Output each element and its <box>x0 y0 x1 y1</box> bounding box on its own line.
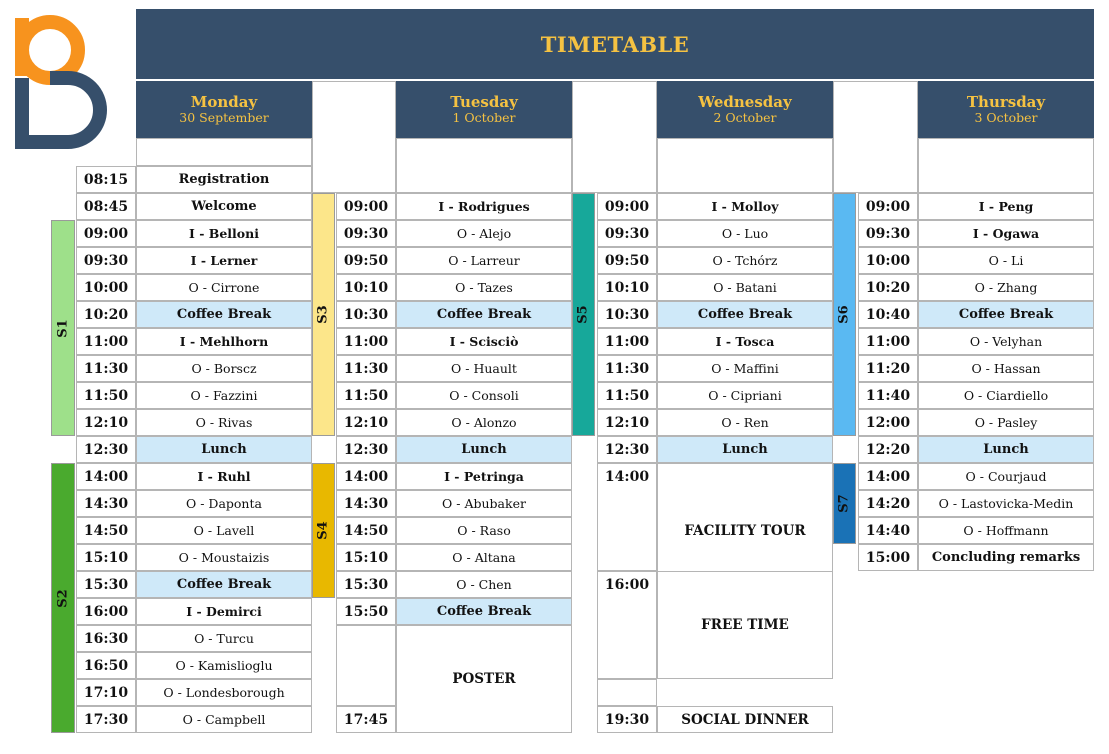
time-slot: 09:50 <box>336 247 396 274</box>
time-slot: 16:30 <box>76 625 136 652</box>
session-marker-s7 <box>833 463 856 544</box>
invited-talk-slot: I - Peng <box>918 193 1094 220</box>
invited-talk-slot: I - Demirci <box>136 598 312 625</box>
coffee-break-slot: Coffee Break <box>657 301 833 328</box>
time-slot: 11:00 <box>858 328 918 355</box>
invited-talk-slot: I - Belloni <box>136 220 312 247</box>
day-date: 30 September <box>179 109 269 125</box>
time-slot: 10:10 <box>336 274 396 301</box>
time-slot: 14:30 <box>76 490 136 517</box>
talk-slot: O - Hassan <box>918 355 1094 382</box>
invited-talk-slot: I - Lerner <box>136 247 312 274</box>
time-slot: 12:10 <box>597 409 657 436</box>
invited-talk-slot: I - Scisciò <box>396 328 572 355</box>
time-slot: 10:20 <box>858 274 918 301</box>
talk-slot: O - Borscz <box>136 355 312 382</box>
time-slot: 14:30 <box>336 490 396 517</box>
talk-slot: O - Rivas <box>136 409 312 436</box>
header-spacer <box>833 81 918 193</box>
time-slot: 10:20 <box>76 301 136 328</box>
day-date: 1 October <box>452 109 516 125</box>
session-marker-s4 <box>312 463 335 598</box>
lunch-slot: Lunch <box>136 436 312 463</box>
time-slot: 11:50 <box>597 382 657 409</box>
day-header-monday <box>136 81 312 138</box>
time-slot: 09:00 <box>858 193 918 220</box>
talk-slot: O - Lastovicka-Medin <box>918 490 1094 517</box>
invited-talk-slot: I - Ogawa <box>918 220 1094 247</box>
talk-slot: O - Maffini <box>657 355 833 382</box>
time-slot: 14:00 <box>597 463 657 571</box>
time-slot: 12:20 <box>858 436 918 463</box>
talk-slot: O - Larreur <box>396 247 572 274</box>
day-name: Wednesday <box>698 92 792 111</box>
coffee-break-slot: Coffee Break <box>396 598 572 625</box>
talk-slot: O - Kamislioglu <box>136 652 312 679</box>
talk-slot: O - Altana <box>396 544 572 571</box>
time-slot: 09:00 <box>336 193 396 220</box>
program-item: Registration <box>136 166 312 193</box>
time-slot: 14:00 <box>858 463 918 490</box>
talk-slot: O - Abubaker <box>396 490 572 517</box>
time-slot: 09:50 <box>597 247 657 274</box>
talk-slot: O - Batani <box>657 274 833 301</box>
invited-talk-slot: I - Petringa <box>396 463 572 490</box>
event-slot: POSTER <box>396 625 572 733</box>
coffee-break-slot: Coffee Break <box>396 301 572 328</box>
time-slot: 15:30 <box>76 571 136 598</box>
time-slot: 11:00 <box>597 328 657 355</box>
talk-slot: O - Cirrone <box>136 274 312 301</box>
time-slot: 14:20 <box>858 490 918 517</box>
talk-slot: O - Luo <box>657 220 833 247</box>
talk-slot: O - Ren <box>657 409 833 436</box>
session-label: S1 <box>55 318 71 338</box>
time-slot: 10:00 <box>76 274 136 301</box>
header-spacer <box>657 138 833 193</box>
day-header-thursday <box>918 81 1094 138</box>
event-slot: SOCIAL DINNER <box>657 706 833 733</box>
talk-slot: O - Ciardiello <box>918 382 1094 409</box>
time-slot: 15:10 <box>336 544 396 571</box>
header-spacer <box>312 81 396 193</box>
time-slot: 16:00 <box>597 571 657 679</box>
lunch-slot: Lunch <box>396 436 572 463</box>
invited-talk-slot: I - Molloy <box>657 193 833 220</box>
time-slot: 10:10 <box>597 274 657 301</box>
time-slot: 16:50 <box>76 652 136 679</box>
talk-slot: O - Zhang <box>918 274 1094 301</box>
day-header-wednesday <box>657 81 833 138</box>
time-slot: 15:50 <box>336 598 396 625</box>
talk-slot: O - Pasley <box>918 409 1094 436</box>
event-slot: FREE TIME <box>657 571 833 679</box>
time-slot: 17:30 <box>76 706 136 733</box>
time-slot: 11:40 <box>858 382 918 409</box>
time-slot: 12:30 <box>76 436 136 463</box>
time-slot: 11:50 <box>336 382 396 409</box>
talk-slot: O - Hoffmann <box>918 517 1094 544</box>
time-slot: 15:00 <box>858 544 918 571</box>
talk-slot: O - Daponta <box>136 490 312 517</box>
time-slot: 09:00 <box>76 220 136 247</box>
day-header-tuesday <box>396 81 572 138</box>
lunch-slot: Lunch <box>918 436 1094 463</box>
invited-talk-slot: I - Tosca <box>657 328 833 355</box>
talk-slot: O - Fazzini <box>136 382 312 409</box>
time-spacer <box>336 625 396 706</box>
coffee-break-slot: Coffee Break <box>136 301 312 328</box>
session-marker-s3 <box>312 193 335 436</box>
session-label: S7 <box>837 494 852 513</box>
talk-slot: O - Velyhan <box>918 328 1094 355</box>
time-slot: 10:00 <box>858 247 918 274</box>
time-slot: 08:45 <box>76 193 136 220</box>
time-slot: 17:10 <box>76 679 136 706</box>
talk-slot: O - Li <box>918 247 1094 274</box>
time-slot: 12:00 <box>858 409 918 436</box>
time-slot: 10:30 <box>597 301 657 328</box>
session-marker-s6 <box>833 193 856 436</box>
time-spacer <box>597 679 657 706</box>
session-marker-s2 <box>51 463 75 733</box>
time-slot: 14:50 <box>336 517 396 544</box>
talk-slot: O - Cipriani <box>657 382 833 409</box>
time-slot: 12:30 <box>597 436 657 463</box>
time-slot: 11:00 <box>76 328 136 355</box>
day-name: Tuesday <box>450 92 518 111</box>
day-date: 2 October <box>713 109 777 125</box>
time-slot: 11:20 <box>858 355 918 382</box>
talk-slot: O - Consoli <box>396 382 572 409</box>
invited-talk-slot: I - Ruhl <box>136 463 312 490</box>
time-slot: 15:30 <box>336 571 396 598</box>
time-slot: 09:30 <box>858 220 918 247</box>
talk-slot: O - Alejo <box>396 220 572 247</box>
session-marker-s5 <box>572 193 595 436</box>
timetable-title: TIMETABLE <box>136 9 1094 79</box>
time-slot: 11:00 <box>336 328 396 355</box>
invited-talk-slot: I - Mehlhorn <box>136 328 312 355</box>
event-slot: FACILITY TOUR <box>657 463 833 598</box>
program-item: Welcome <box>136 193 312 220</box>
time-slot: 12:30 <box>336 436 396 463</box>
talk-slot: O - Moustaizis <box>136 544 312 571</box>
time-slot: 09:30 <box>336 220 396 247</box>
session-label: S6 <box>837 305 852 324</box>
talk-slot: O - Huault <box>396 355 572 382</box>
program-item: Concluding remarks <box>918 544 1094 571</box>
talk-slot: O - Tazes <box>396 274 572 301</box>
day-name: Monday <box>190 92 258 111</box>
header-spacer <box>918 138 1094 193</box>
time-slot: 17:45 <box>336 706 396 733</box>
time-slot: 09:00 <box>597 193 657 220</box>
header-spacer <box>572 81 657 193</box>
time-slot: 09:30 <box>76 247 136 274</box>
talk-slot: O - Turcu <box>136 625 312 652</box>
talk-slot: O - Lavell <box>136 517 312 544</box>
time-slot: 08:15 <box>76 166 136 193</box>
time-slot: 16:00 <box>76 598 136 625</box>
invited-talk-slot: I - Rodrigues <box>396 193 572 220</box>
coffee-break-slot: Coffee Break <box>918 301 1094 328</box>
time-slot: 11:50 <box>76 382 136 409</box>
time-slot: 15:10 <box>76 544 136 571</box>
session-label: S2 <box>55 588 71 608</box>
talk-slot: O - Tchórz <box>657 247 833 274</box>
talk-slot: O - Chen <box>396 571 572 598</box>
time-slot: 14:00 <box>76 463 136 490</box>
time-slot: 10:40 <box>858 301 918 328</box>
session-marker-s1 <box>51 220 75 436</box>
talk-slot: O - Alonzo <box>396 409 572 436</box>
day-name: Thursday <box>966 92 1046 111</box>
session-label: S3 <box>316 305 331 324</box>
time-slot: 11:30 <box>76 355 136 382</box>
talk-slot: O - Campbell <box>136 706 312 733</box>
day-date: 3 October <box>974 109 1038 125</box>
time-slot: 12:10 <box>336 409 396 436</box>
coffee-break-slot: Coffee Break <box>136 571 312 598</box>
time-slot: 14:00 <box>336 463 396 490</box>
time-slot: 11:30 <box>597 355 657 382</box>
time-slot: 11:30 <box>336 355 396 382</box>
header-spacer <box>136 138 312 166</box>
talk-slot: O - Courjaud <box>918 463 1094 490</box>
header-spacer <box>396 138 572 193</box>
time-slot: 19:30 <box>597 706 657 733</box>
session-label: S4 <box>316 521 331 540</box>
time-slot: 14:50 <box>76 517 136 544</box>
lunch-slot: Lunch <box>657 436 833 463</box>
time-slot: 12:10 <box>76 409 136 436</box>
time-slot: 09:30 <box>597 220 657 247</box>
time-slot: 10:30 <box>336 301 396 328</box>
session-label: S5 <box>576 305 591 324</box>
time-slot: 14:40 <box>858 517 918 544</box>
talk-slot: O - Londesborough <box>136 679 312 706</box>
talk-slot: O - Raso <box>396 517 572 544</box>
